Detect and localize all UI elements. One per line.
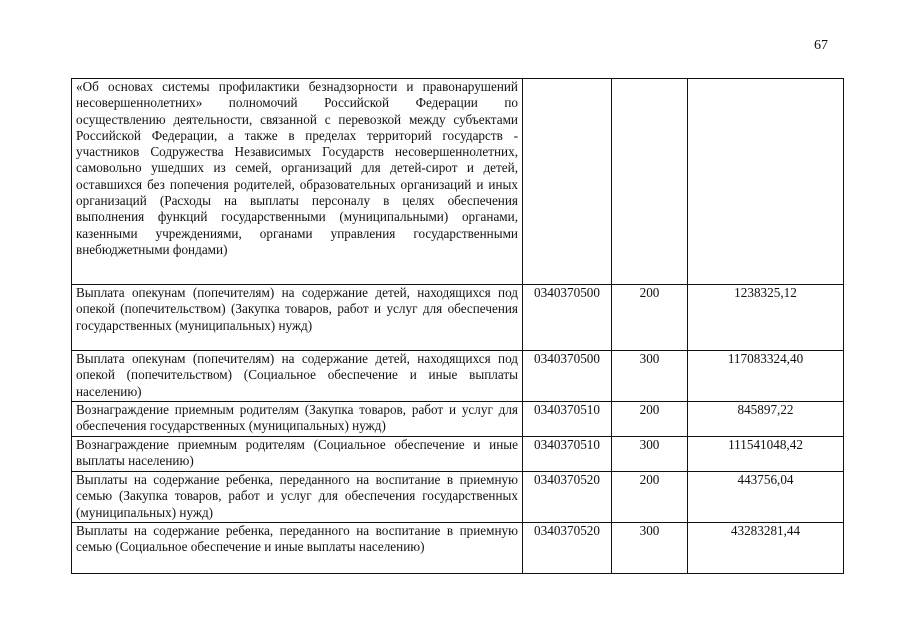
row-expense-type: 200 xyxy=(612,402,688,437)
row-description: Выплата опекунам (попечителям) на содержание детей, находящихся под опекой (попечительством) (Социальное обеспечение и иные выплаты населению) xyxy=(72,351,523,402)
row-expense-type: 200 xyxy=(612,285,688,351)
table-row xyxy=(72,402,844,437)
row-target-code: 0340370500 xyxy=(523,285,612,351)
row-amount: 443756,04 xyxy=(688,472,844,523)
row-target-code: 0340370500 xyxy=(523,351,612,402)
row-description: Вознаграждение приемным родителям (Закупка товаров, работ и услуг для обеспечения государственных (муниципальных) нужд) xyxy=(72,402,523,437)
table-row xyxy=(72,351,844,402)
row-expense-type: 200 xyxy=(612,472,688,523)
row-target-code: 0340370510 xyxy=(523,437,612,472)
row-target-code: 0340370510 xyxy=(523,402,612,437)
row-amount: 111541048,42 xyxy=(688,437,844,472)
budget-table xyxy=(71,78,844,574)
row-amount: 117083324,40 xyxy=(688,351,844,402)
row-description: Выплаты на содержание ребенка, переданного на воспитание в приемную семью (Закупка товаров, работ и услуг для обеспечения государственных (муниципальных) нужд) xyxy=(72,472,523,523)
page-number: 67 xyxy=(814,38,828,53)
row-amount xyxy=(688,79,844,285)
row-expense-type: 300 xyxy=(612,351,688,402)
row-target-code xyxy=(523,79,612,285)
row-expense-type: 300 xyxy=(612,437,688,472)
row-target-code: 0340370520 xyxy=(523,472,612,523)
row-expense-type xyxy=(612,79,688,285)
row-description: Вознаграждение приемным родителям (Социальное обеспечение и иные выплаты населению) xyxy=(72,437,523,472)
row-expense-type: 300 xyxy=(612,523,688,574)
row-amount: 1238325,12 xyxy=(688,285,844,351)
row-amount: 43283281,44 xyxy=(688,523,844,574)
row-description: «Об основах системы профилактики безнадзорности и правонарушений несовершеннолетних» полномочий Российской Федерации по осуществлению деятельности, связанной с перевозкой между субъектами Российской Федерации, а также в пределах территорий государств - участников Содружества Независимых Государств несовершеннолетних, самовольно ушедших из семей, организаций для детей-сирот и детей, оставшихся без попечения родителей, образовательных организаций и иных организаций (Расходы на выплаты персоналу в целях обеспечения выполнения функций государственными (муниципальными) органами, казенными учреждениями, органами управления государственными внебюджетными фондами) xyxy=(72,79,523,285)
row-target-code: 0340370520 xyxy=(523,523,612,574)
row-amount: 845897,22 xyxy=(688,402,844,437)
table-row xyxy=(72,523,844,574)
row-description: Выплата опекунам (попечителям) на содержание детей, находящихся под опекой (попечительством) (Закупка товаров, работ и услуг для обеспечения государственных (муниципальных) нужд) xyxy=(72,285,523,351)
table-row xyxy=(72,285,844,351)
table-row xyxy=(72,79,844,285)
table-row xyxy=(72,437,844,472)
table-row xyxy=(72,472,844,523)
row-description: Выплаты на содержание ребенка, переданного на воспитание в приемную семью (Социальное обеспечение и иные выплаты населению) xyxy=(72,523,523,574)
